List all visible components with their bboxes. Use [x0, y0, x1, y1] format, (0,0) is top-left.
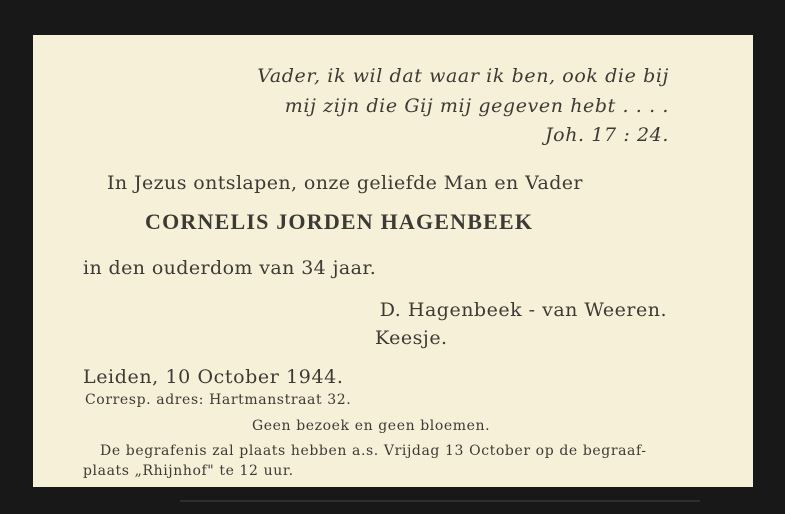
age-line: in den ouderdom van 34 jaar.	[83, 257, 377, 279]
illegible-printer-imprint	[180, 496, 700, 506]
intro-text: In Jezus ontslapen, onze geliefde Man en Vader	[107, 172, 583, 194]
signatory-child: Keesje.	[375, 327, 448, 349]
funeral-line-2: plaats „Rhijnhof" te 12 uur.	[83, 463, 294, 479]
place-and-date: Leiden, 10 October 1944.	[83, 366, 344, 388]
verse-reference: Joh. 17 : 24.	[544, 124, 669, 146]
signatory-wife: D. Hagenbeek - van Weeren.	[379, 299, 667, 321]
no-visits-notice: Geen bezoek en geen bloemen.	[252, 418, 491, 434]
verse-line-1: Vader, ik wil dat waar ik ben, ook die bij	[257, 65, 669, 87]
mourning-card	[33, 35, 753, 487]
verse-line-2: mij zijn die Gij mij gegeven hebt . . . .	[284, 95, 669, 117]
deceased-name: CORNELIS JORDEN HAGENBEEK	[145, 209, 534, 234]
funeral-line-1: De begrafenis zal plaats hebben a.s. Vrijdag 13 October op de begraaf-	[100, 443, 647, 459]
correspondence-address: Corresp. adres: Hartmanstraat 32.	[85, 392, 352, 408]
